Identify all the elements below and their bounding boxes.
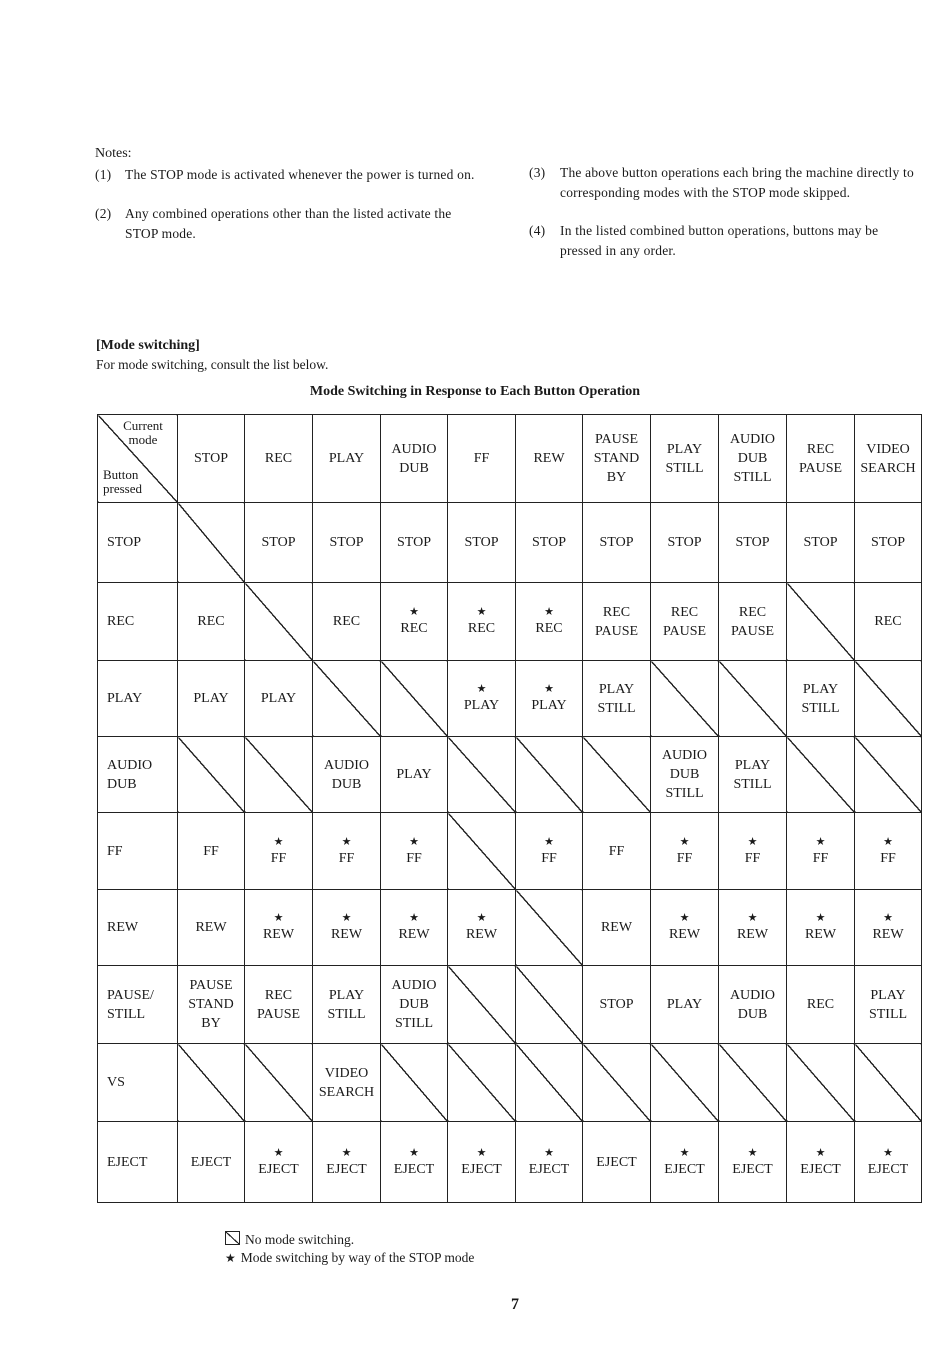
via-stop-cell — [448, 890, 516, 966]
no-switching-cell — [448, 813, 516, 890]
mode-cell: STOP — [313, 503, 381, 583]
note-text: The above button operations each bring the machine directly to corresponding modes with the STOP mode skipped. — [560, 165, 914, 200]
cell-mode-text: REW — [872, 927, 904, 942]
cell-mode-text: FF — [744, 850, 761, 866]
star-icon: ★ — [679, 1146, 690, 1159]
no-switching-cell — [448, 1044, 516, 1122]
no-switching-cell — [855, 737, 922, 813]
star-icon: ★ — [273, 912, 284, 924]
star-icon: ★ — [273, 1146, 284, 1159]
no-switching-cell — [583, 1044, 651, 1122]
mode-cell: STOP — [583, 966, 651, 1044]
via-stop-cell — [381, 813, 448, 890]
star-icon: ★ — [544, 683, 554, 695]
no-switching-cell — [245, 583, 313, 661]
star-icon: ★ — [747, 835, 758, 848]
cell-mode-text: REW — [804, 927, 837, 942]
no-switching-cell — [381, 661, 448, 737]
cell-mode-text: REW — [736, 927, 769, 942]
table-row — [98, 583, 922, 661]
mode-cell: PLAY — [651, 966, 719, 1044]
no-switching-cell — [448, 737, 516, 813]
column-header: STOP — [178, 415, 245, 503]
table-row — [98, 661, 922, 737]
no-switching-cell — [178, 503, 245, 583]
legend-no-switching — [225, 1231, 354, 1248]
cell-mode-text: FF — [338, 850, 355, 866]
mode-cell: EJECT — [178, 1122, 245, 1203]
row-header: VS — [98, 1044, 178, 1122]
via-stop-cell — [448, 583, 516, 661]
no-switching-cell — [516, 1044, 583, 1122]
via-stop-cell — [313, 1122, 381, 1203]
via-stop-cell — [516, 813, 583, 890]
legend-no-switching-text: No mode switching. — [245, 1232, 355, 1247]
via-stop-cell — [516, 583, 583, 661]
row-header: AUDIO DUB — [98, 737, 178, 813]
corner-button-pressed: Button pressed — [103, 467, 142, 496]
cell-mode-text: EJECT — [258, 1161, 299, 1177]
via-stop-cell — [787, 1122, 855, 1203]
mode-cell: PLAY STILL — [313, 966, 381, 1044]
mode-cell: PLAY STILL — [855, 966, 922, 1044]
mode-cell: PLAY STILL — [719, 737, 787, 813]
star-icon: ★ — [341, 835, 352, 848]
cell-mode-text: EJECT — [528, 1161, 570, 1177]
cell-mode-text: REC — [535, 621, 563, 636]
star-icon: ★ — [815, 1146, 826, 1159]
no-switching-cell — [855, 1044, 922, 1122]
cell-mode-text: FF — [541, 850, 557, 866]
via-stop-cell — [719, 1122, 787, 1203]
cell-mode-text: PLAY — [463, 698, 500, 713]
mode-cell: REC PAUSE — [583, 583, 651, 661]
via-stop-cell — [855, 890, 922, 966]
section-intro: For mode switching, consult the list below. — [96, 357, 329, 372]
cell-mode-text: PLAY — [531, 698, 567, 713]
no-switching-cell — [855, 661, 922, 737]
mode-cell: PLAY STILL — [583, 661, 651, 737]
note-text: In the listed combined button operations, buttons may be pressed in any order. — [560, 223, 879, 258]
star-icon: ★ — [544, 1146, 554, 1159]
star-icon: ★ — [544, 606, 554, 618]
cell-mode-text: FF — [406, 850, 422, 866]
no-switching-cell — [516, 737, 583, 813]
mode-cell: AUDIO DUB STILL — [381, 966, 448, 1044]
mode-cell: STOP — [787, 503, 855, 583]
via-stop-cell — [516, 1122, 583, 1203]
legend-via-stop — [225, 1250, 474, 1266]
column-header: AUDIO DUB STILL — [719, 415, 787, 503]
cell-mode-text: REW — [465, 927, 498, 942]
star-icon: ★ — [679, 912, 690, 924]
table-row — [98, 966, 922, 1044]
cell-mode-text: EJECT — [393, 1161, 435, 1177]
mode-cell: REW — [178, 890, 245, 966]
table-row — [98, 737, 922, 813]
star-icon: ★ — [815, 912, 826, 924]
no-switching-cell — [245, 1044, 313, 1122]
note-text: Any combined operations other than the listed activate the STOP mode. — [125, 206, 452, 241]
cell-mode-text: EJECT — [326, 1161, 367, 1177]
table-row — [98, 1044, 922, 1122]
star-icon: ★ — [476, 1146, 487, 1159]
star-icon: ★ — [409, 1146, 419, 1159]
star-icon: ★ — [747, 912, 758, 924]
star-icon: ★ — [679, 835, 690, 848]
mode-cell: AUDIO DUB — [313, 737, 381, 813]
star-icon: ★ — [476, 606, 487, 618]
note-3 — [529, 163, 922, 203]
diagonal-box-icon — [225, 1231, 240, 1245]
no-switching-cell — [651, 1044, 719, 1122]
cell-mode-text: REW — [330, 927, 363, 942]
no-switching-cell — [381, 1044, 448, 1122]
via-stop-cell — [245, 813, 313, 890]
no-switching-cell — [516, 966, 583, 1044]
mode-cell: REC PAUSE — [651, 583, 719, 661]
star-icon: ★ — [341, 912, 352, 924]
cell-mode-text: EJECT — [461, 1161, 502, 1177]
star-icon: ★ — [883, 912, 893, 924]
mode-cell: STOP — [855, 503, 922, 583]
section-title: [Mode switching] — [96, 338, 200, 353]
mode-cell: AUDIO DUB STILL — [651, 737, 719, 813]
note-number: (3) — [529, 165, 546, 180]
column-header: PLAY — [313, 415, 381, 503]
note-2 — [95, 204, 487, 244]
row-header: REW — [98, 890, 178, 966]
star-icon: ★ — [273, 835, 284, 848]
via-stop-cell — [651, 1122, 719, 1203]
column-header: FF — [448, 415, 516, 503]
table-row — [98, 890, 922, 966]
via-stop-cell — [381, 890, 448, 966]
mode-cell: REC PAUSE — [719, 583, 787, 661]
note-1 — [95, 165, 487, 185]
mode-cell: STOP — [719, 503, 787, 583]
mode-switching-table — [97, 414, 922, 1203]
no-switching-cell — [448, 966, 516, 1044]
no-switching-cell — [245, 737, 313, 813]
no-switching-cell — [787, 1044, 855, 1122]
mode-cell: STOP — [583, 503, 651, 583]
star-icon: ★ — [341, 1146, 352, 1159]
column-header: REW — [516, 415, 583, 503]
mode-cell: REC — [787, 966, 855, 1044]
via-stop-cell — [516, 661, 583, 737]
mode-cell: REC — [313, 583, 381, 661]
star-icon: ★ — [476, 912, 487, 924]
via-stop-cell — [651, 890, 719, 966]
via-stop-cell — [787, 890, 855, 966]
note-number: (1) — [95, 167, 112, 182]
page-number: 7 — [511, 1296, 519, 1313]
mode-cell: REC PAUSE — [245, 966, 313, 1044]
via-stop-cell — [381, 583, 448, 661]
mode-cell: REC — [855, 583, 922, 661]
note-4 — [529, 221, 922, 261]
star-icon: ★ — [476, 683, 487, 695]
star-icon: ★ — [409, 835, 419, 848]
column-header: REC PAUSE — [787, 415, 855, 503]
column-header: PLAY STILL — [651, 415, 719, 503]
no-switching-cell — [719, 661, 787, 737]
row-header: STOP — [98, 503, 178, 583]
mode-cell: PLAY STILL — [787, 661, 855, 737]
mode-cell: REC — [178, 583, 245, 661]
cell-mode-text: EJECT — [800, 1161, 841, 1177]
column-header: PAUSE STAND BY — [583, 415, 651, 503]
mode-cell: AUDIO DUB — [719, 966, 787, 1044]
mode-cell: STOP — [651, 503, 719, 583]
star-icon: ★ — [409, 606, 419, 618]
no-switching-cell — [313, 661, 381, 737]
via-stop-cell — [719, 890, 787, 966]
cell-mode-text: EJECT — [732, 1161, 773, 1177]
via-stop-cell — [245, 1122, 313, 1203]
mode-cell: STOP — [516, 503, 583, 583]
mode-cell: VIDEO SEARCH — [313, 1044, 381, 1122]
no-switching-cell — [651, 661, 719, 737]
no-switching-cell — [178, 737, 245, 813]
cell-mode-text: FF — [676, 850, 693, 866]
no-switching-cell — [516, 890, 583, 966]
cell-mode-text: REW — [668, 927, 701, 942]
star-icon: ★ — [883, 835, 893, 848]
via-stop-cell — [855, 813, 922, 890]
mode-cell: REW — [583, 890, 651, 966]
row-header: EJECT — [98, 1122, 178, 1203]
mode-cell: STOP — [245, 503, 313, 583]
via-stop-cell — [855, 1122, 922, 1203]
mode-cell: FF — [178, 813, 245, 890]
mode-cell: PAUSE STAND BY — [178, 966, 245, 1044]
note-number: (2) — [95, 206, 112, 221]
row-header: PLAY — [98, 661, 178, 737]
cell-mode-text: FF — [270, 850, 287, 866]
cell-mode-text: EJECT — [867, 1161, 909, 1177]
corner-current-mode: Current mode — [123, 418, 163, 447]
table-row — [98, 503, 922, 583]
via-stop-cell — [245, 890, 313, 966]
star-icon: ★ — [815, 835, 826, 848]
note-text: The STOP mode is activated whenever the power is turned on. — [125, 167, 475, 182]
table-corner-cell — [98, 415, 178, 503]
cell-mode-text: FF — [812, 850, 829, 866]
column-header: AUDIO DUB — [381, 415, 448, 503]
no-switching-cell — [787, 583, 855, 661]
cell-mode-text: REC — [400, 621, 428, 636]
no-switching-cell — [583, 737, 651, 813]
column-header: VIDEO SEARCH — [855, 415, 922, 503]
note-number: (4) — [529, 223, 546, 238]
mode-cell: PLAY — [178, 661, 245, 737]
mode-cell: EJECT — [583, 1122, 651, 1203]
table-row — [98, 813, 922, 890]
cell-mode-text: REC — [467, 621, 496, 636]
row-header: REC — [98, 583, 178, 661]
via-stop-cell — [651, 813, 719, 890]
no-switching-cell — [178, 1044, 245, 1122]
mode-cell: STOP — [448, 503, 516, 583]
via-stop-cell — [787, 813, 855, 890]
via-stop-cell — [313, 890, 381, 966]
legend-via-stop-text: Mode switching by way of the STOP mode — [240, 1250, 475, 1265]
cell-mode-text: REW — [398, 927, 430, 942]
star-icon: ★ — [225, 1251, 236, 1265]
no-switching-cell — [787, 737, 855, 813]
row-header: PAUSE/ STILL — [98, 966, 178, 1044]
star-icon: ★ — [883, 1146, 893, 1159]
row-header: FF — [98, 813, 178, 890]
column-header: REC — [245, 415, 313, 503]
via-stop-cell — [719, 813, 787, 890]
cell-mode-text: EJECT — [664, 1161, 705, 1177]
via-stop-cell — [381, 1122, 448, 1203]
via-stop-cell — [448, 661, 516, 737]
mode-cell: FF — [583, 813, 651, 890]
via-stop-cell — [448, 1122, 516, 1203]
table-row — [98, 1122, 922, 1203]
mode-cell: PLAY — [381, 737, 448, 813]
via-stop-cell — [313, 813, 381, 890]
cell-mode-text: FF — [880, 850, 896, 866]
star-icon: ★ — [409, 912, 419, 924]
table-title: Mode Switching in Response to Each Button Operation — [309, 384, 641, 399]
no-switching-cell — [719, 1044, 787, 1122]
mode-cell: STOP — [381, 503, 448, 583]
star-icon: ★ — [747, 1146, 758, 1159]
mode-cell: PLAY — [245, 661, 313, 737]
cell-mode-text: REW — [262, 927, 295, 942]
notes-title: Notes: — [95, 146, 132, 161]
star-icon: ★ — [544, 835, 554, 848]
